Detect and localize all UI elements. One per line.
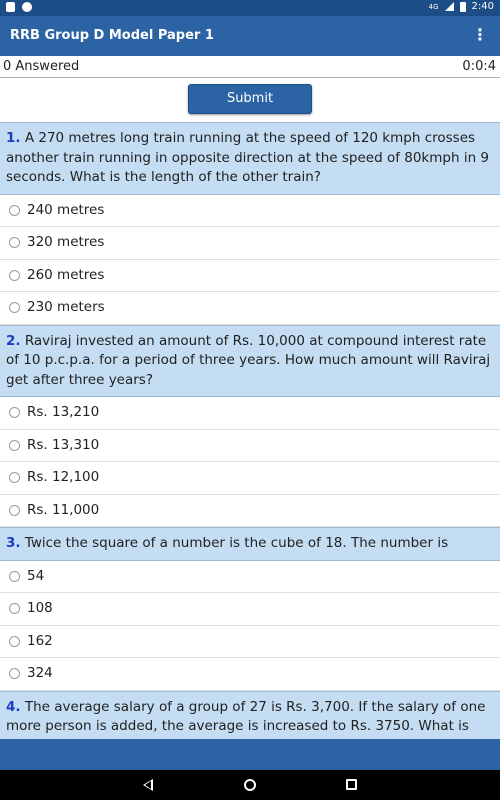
radio-button[interactable] [9,440,20,451]
navigation-bar [0,770,500,800]
option-label: 240 metres [27,201,105,218]
question-1 [0,122,500,195]
question-text: Twice the square of a number is the cube of 18. The number is [20,535,449,551]
radio-button[interactable] [9,407,20,418]
timer: 0:0:4 [462,59,496,74]
radio-button[interactable] [9,205,20,216]
radio-button[interactable] [9,302,20,313]
radio-button[interactable] [9,505,20,516]
home-icon[interactable] [244,779,256,791]
question-number: 2. [6,332,21,349]
battery-icon [460,2,466,12]
option-3c[interactable] [0,626,500,659]
answered-count: 0 Answered [3,59,80,74]
option-2a[interactable] [0,397,500,430]
question-number: 3. [6,535,21,551]
option-label: 54 [27,567,45,584]
question-number: 4. [6,698,21,715]
android-icon [22,2,32,12]
app-bar [0,16,500,56]
recent-apps-icon[interactable] [346,779,357,790]
question-2 [0,325,500,398]
option-label: 108 [27,600,53,616]
option-label: Rs. 11,000 [27,501,100,518]
option-label: 162 [27,632,53,649]
notification-icons [6,2,32,12]
radio-button[interactable] [9,603,20,614]
question-number: 1. [6,130,21,146]
option-3b[interactable] [0,593,500,626]
question-list[interactable] [0,122,500,739]
radio-button[interactable] [9,472,20,483]
option-1a[interactable] [0,195,500,228]
option-3d[interactable] [0,658,500,691]
option-label: Rs. 13,310 [27,436,100,453]
option-label: 230 meters [27,299,105,315]
question-text: Raviraj invested an amount of Rs. 10,000 at compound interest rate of 10 p.c.p.a. for a period of three years. How much amount will Raviraj get after three years? [6,332,491,388]
question-3 [0,527,500,561]
app-title: RRB Group D Model Paper 1 [10,28,214,43]
option-label: Rs. 13,210 [27,404,100,420]
radio-button[interactable] [9,668,20,679]
option-label: 324 [27,665,53,681]
option-1d[interactable] [0,292,500,325]
option-label: 260 metres [27,266,105,283]
option-label: Rs. 12,100 [27,469,100,485]
option-2b[interactable] [0,430,500,463]
radio-button[interactable] [9,571,20,582]
status-icons [429,1,494,12]
network-type: 4G [428,2,439,11]
notification-icon [6,2,15,12]
progress-bar [0,56,500,78]
option-label: 320 metres [27,234,105,250]
radio-button[interactable] [9,636,20,647]
option-2c[interactable] [0,462,500,495]
status-time: 2:40 [471,1,494,12]
bottom-toolbar [0,739,500,770]
question-text: The average salary of a group of 27 is Rs. 3,700. If the salary of one more person is added, the average is increased to Rs. 3750. What is [6,698,486,734]
radio-button[interactable] [9,237,20,248]
status-bar [0,0,500,16]
submit-button[interactable]: Submit [188,84,312,114]
signal-icon [445,2,454,11]
question-text: A 270 metres long train running at the speed of 120 kmph crosses another train running in opposite direction at the speed of 80kmph in 9 seconds. What is the length of the other train? [6,130,490,185]
option-1b[interactable] [0,227,500,260]
overflow-menu-icon[interactable]: ⋮ [472,25,488,44]
option-2d[interactable] [0,495,500,528]
option-3a[interactable] [0,561,500,594]
option-1c[interactable] [0,260,500,293]
radio-button[interactable] [9,270,20,281]
back-icon[interactable] [143,779,153,791]
